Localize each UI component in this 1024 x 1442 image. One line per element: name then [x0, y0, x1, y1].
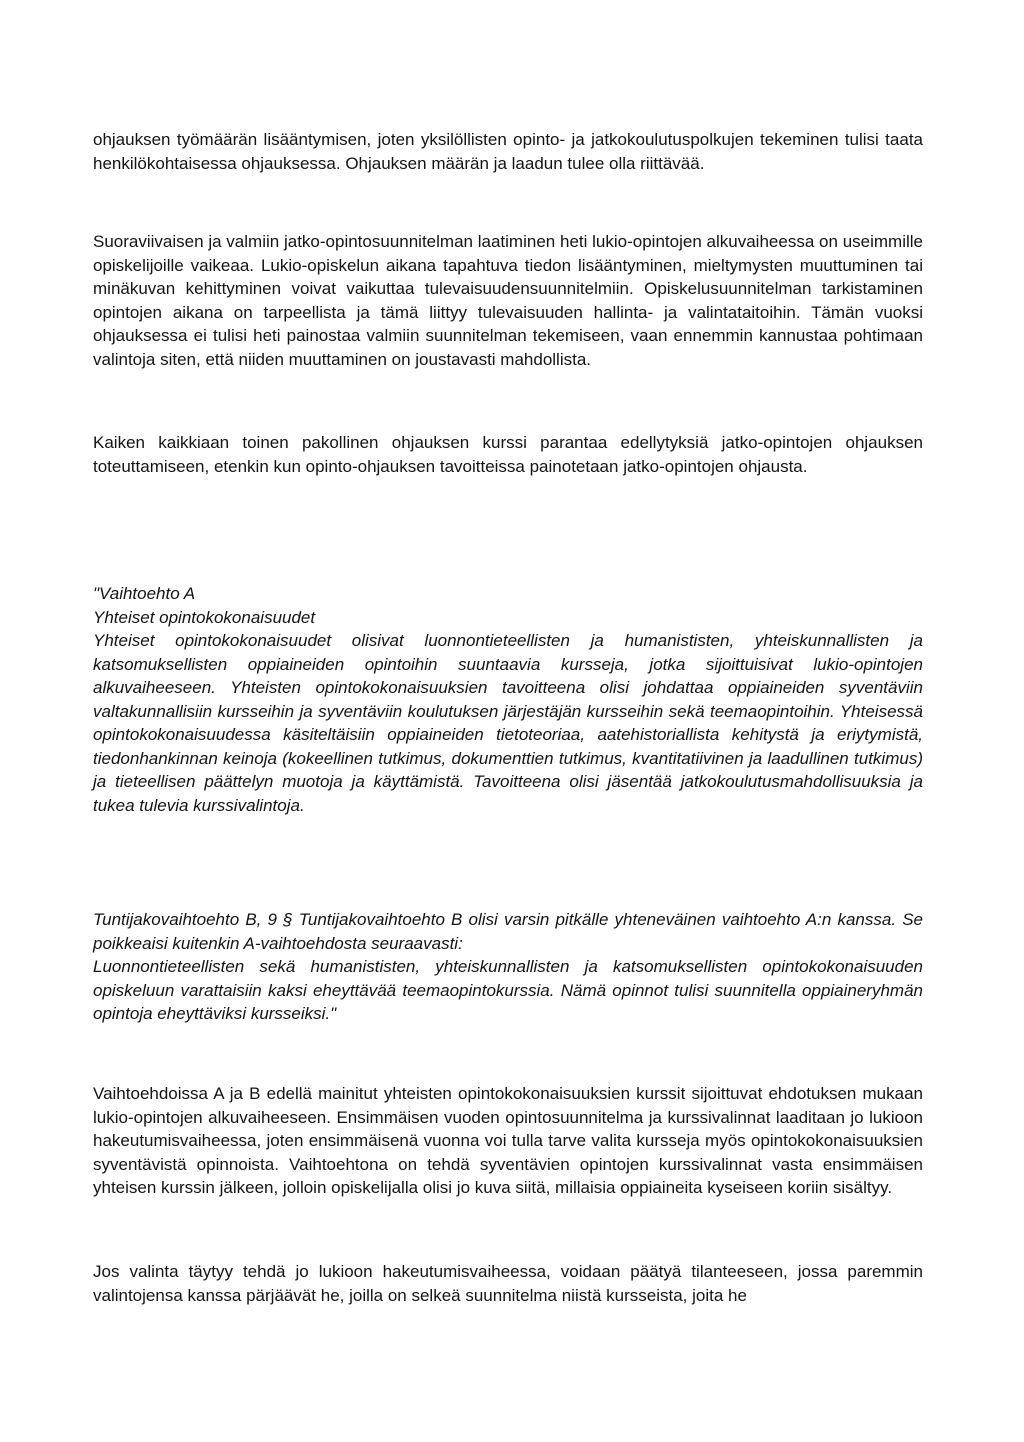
quote-option-a-body: Yhteiset opintokokonaisuudet olisivat luonnontieteellisten ja humanististen, yhteiskunnallisten ja katsomuksellisten oppiaineiden opintoihin suuntaavia kursseja, jotka sijoittuisivat lukio-opintojen alkuvaiheeseen. Yhteisten opintokokonaisuuksien tavoitteena olisi johdattaa oppiaineiden syventäviin valtakunnallisiin kursseihin ja syventäviin koulutuksen järjestäjän kursseihin sekä teemaopintoihin. Yhteisessä opintokokonaisuudessa käsiteltäisiin oppiaineiden tietoteoriaa, aatehistoriallista kehitystä ja eriytymistä, tiedonhankinnan keinoja (kokeellinen tutkimus, dokumenttien tutkimus, kvantitatiivinen ja laadullinen tutkimus) ja tieteellisen päättelyn muotoja ja käyttämistä. Tavoitteena olisi jäsentää jatkokoulutusmahdollisuuksia ja tukea tulevia kurssivalintoja. — [93, 631, 923, 815]
quote-option-a-heading: "Vaihtoehto A — [93, 584, 196, 603]
paragraph-guidance-workload: ohjauksen työmäärän lisääntymisen, joten yksilöllisten opinto- ja jatkokoulutuspolkujen tekeminen tulisi taata henkilökohtaisessa ohjauksessa. Ohjauksen määrän ja laadun tulee olla riittävää. — [93, 130, 923, 173]
quote-option-a-subheading: Yhteiset opintokokonaisuudet — [93, 607, 316, 627]
quote-option-b — [93, 908, 923, 1026]
quote-option-a — [93, 582, 923, 817]
paragraph-summary: Kaiken kaikkiaan toinen pakollinen ohjauksen kurssi parantaa edellytyksiä jatko-opintojen ohjauksen toteuttamiseen, etenkin kun opinto-ohjauksen tavoitteissa painotetaan jatko-opintojen ohjausta. — [93, 433, 923, 476]
paragraph-study-plan: Suoraviivaisen ja valmiin jatko-opintosuunnitelman laatiminen heti lukio-opintojen alkuvaiheessa on useimmille opiskelijoille vaikeaa. Lukio-opiskelun aikana tapahtuva tiedon lisääntyminen, mieltymysten muuttuminen tai minäkuvan kehittyminen voivat vaikuttaa tulevaisuudensuunnitelmiin. Opiskelusuunnitelman tarkistaminen opintojen aikana on tarpeellista ja tämä liittyy tulevaisuuden hallinta- ja valintataitoihin. Tämän vuoksi ohjauksessa ei tulisi heti painostaa valmiin suunnitelman tekemiseen, vaan ennemmin kannustaa pohtimaan valintoja siten, että niiden muuttaminen on joustavasti mahdollista. — [93, 232, 923, 369]
quote-option-b-intro: Tuntijakovaihtoehto B, 9 § Tuntijakovaihtoehto B olisi varsin pitkälle yhteneväinen vaihtoehto A:n kanssa. Se poikkeaisi kuitenkin A-vaihtoehdosta seuraavasti: — [93, 910, 923, 953]
paragraph-course-placement: Vaihtoehdoissa A ja B edellä mainitut yhteisten opintokokonaisuuksien kurssit sijoittuvat ehdotuksen mukaan lukio-opintojen alkuvaiheeseen. Ensimmäisen vuoden opintosuunnitelma ja kurssivalinnat laaditaan jo lukioon hakeutumisvaiheessa, joten ensimmäisenä vuonna voi tulla tarve valita kursseja myös opintokokonaisuuksien syventävistä opinnoista. Vaihtoehtona on tehdä syventävien opintojen kurssivalinnat vasta ensimmäisen yhteisen kurssin jälkeen, jolloin opiskelijalla olisi jo kuva siitä, millaisia oppiaineita kyseiseen koriin sisältyy. — [93, 1084, 923, 1197]
quote-option-b-body: Luonnontieteellisten sekä humanististen, yhteiskunnallisten ja katsomuksellisten opintokokonaisuuden opiskeluun varattaisiin kaksi eheyttävää teemaopintokurssia. Nämä opinnot tulisi suunnitella oppiaineryhmän opintoja eheyttäviksi kursseiksi." — [93, 957, 923, 1023]
paragraph-application-phase: Jos valinta täytyy tehdä jo lukioon hakeutumisvaiheessa, voidaan päätyä tilanteeseen, jossa paremmin valintojensa kanssa pärjäävät he, joilla on selkeä suunnitelma niistä kursseista, joita he — [93, 1262, 923, 1305]
